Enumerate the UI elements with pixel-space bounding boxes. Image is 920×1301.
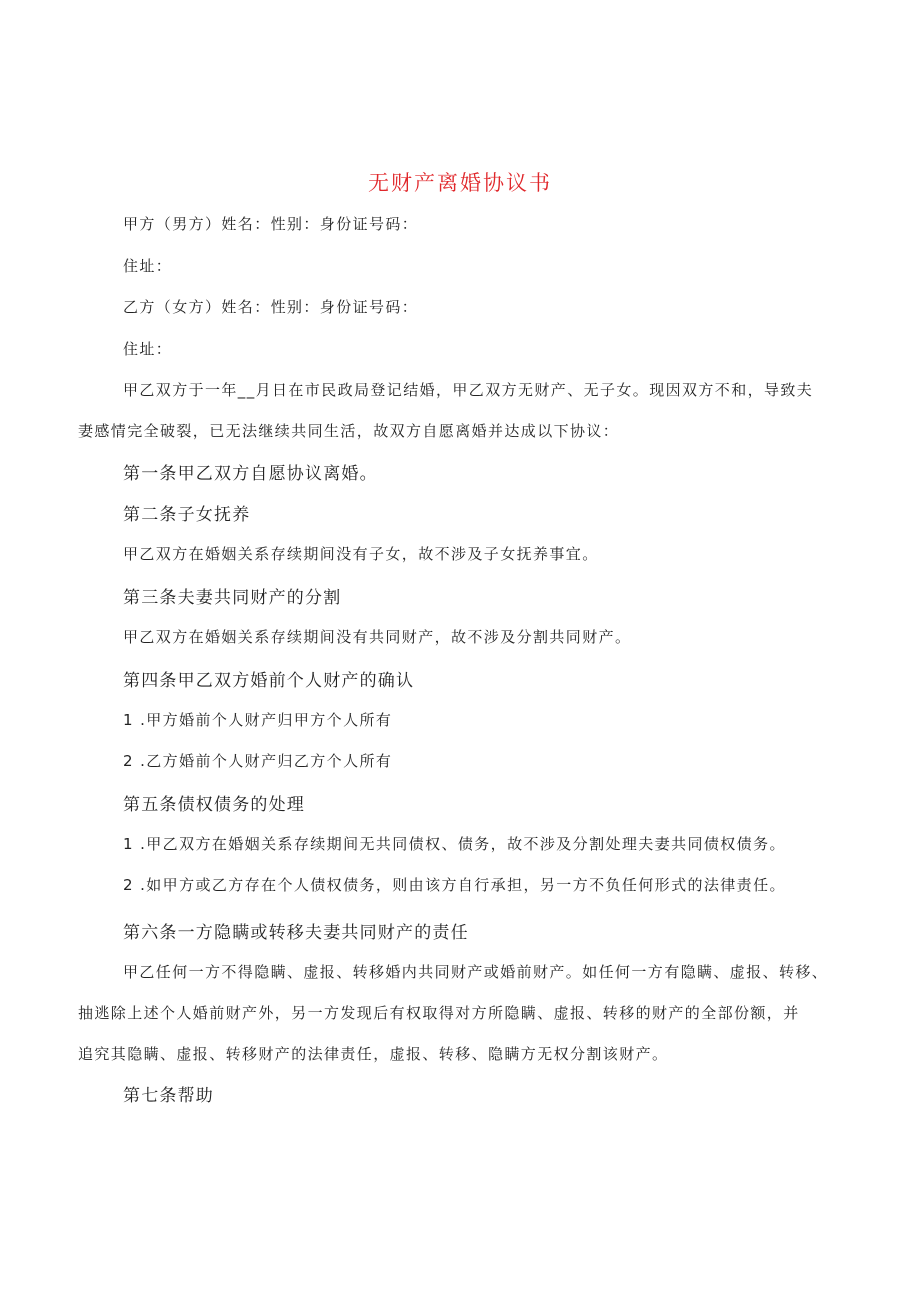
party-b-info: 乙方（女方）姓名：性别：身份证号码： (123, 298, 419, 316)
article-text-line: 甲乙任何一方不得隐瞒、虚报、转移婚内共同财产或婚前财产。如任何一方有隐瞒、虚报、转移、 (123, 963, 829, 981)
article-list-item: 1 .甲方婚前个人财产归甲方个人所有 (123, 711, 393, 729)
article-heading: 第六条一方隐瞒或转移夫妻共同财产的责任 (123, 923, 469, 943)
article-list-item: 2 .如甲方或乙方存在个人债权债务，则由该方自行承担，另一方不负任何形式的法律责任。 (123, 876, 786, 894)
intro-paragraph-line: 甲乙双方于一年__月日在市民政局登记结婚，甲乙双方无财产、无子女。现因双方不和，导致夫 (123, 381, 814, 399)
party-a-info: 甲方（男方）姓名：性别：身份证号码： (123, 215, 419, 233)
intro-paragraph-line: 妻感情完全破裂，已无法继续共同生活，故双方自愿离婚并达成以下协议： (78, 422, 620, 440)
article-heading: 第四条甲乙双方婚前个人财产的确认 (123, 671, 415, 691)
article-heading: 第五条债权债务的处理 (123, 795, 305, 815)
party-a-address: 住址： (123, 257, 173, 275)
article-heading: 第三条夫妻共同财产的分割 (123, 588, 342, 608)
article-heading: 第七条帮助 (123, 1086, 214, 1106)
article-list-item: 1 .甲乙双方在婚姻关系存续期间无共同债权、债务，故不涉及分割处理夫妻共同债权债务。 (123, 835, 786, 853)
article-text-line: 抽逃除上述个人婚前财产外，另一方发现后有权取得对方所隐瞒、虚报、转移的财产的全部份额，并 (78, 1004, 800, 1022)
article-text: 甲乙双方在婚姻关系存续期间没有子女，故不涉及子女抚养事宜。 (123, 545, 599, 563)
document-title: 无财产离婚协议书 (368, 171, 552, 195)
article-heading: 第一条甲乙双方自愿协议离婚。 (123, 464, 378, 484)
article-text-line: 追究其隐瞒、虚报、转移财产的法律责任，虚报、转移、隐瞒方无权分割该财产。 (78, 1045, 669, 1063)
party-b-address: 住址： (123, 340, 173, 358)
article-list-item: 2 .乙方婚前个人财产归乙方个人所有 (123, 752, 393, 770)
article-text: 甲乙双方在婚姻关系存续期间没有共同财产，故不涉及分割共同财产。 (123, 628, 632, 646)
article-heading: 第二条子女抚养 (123, 505, 251, 525)
